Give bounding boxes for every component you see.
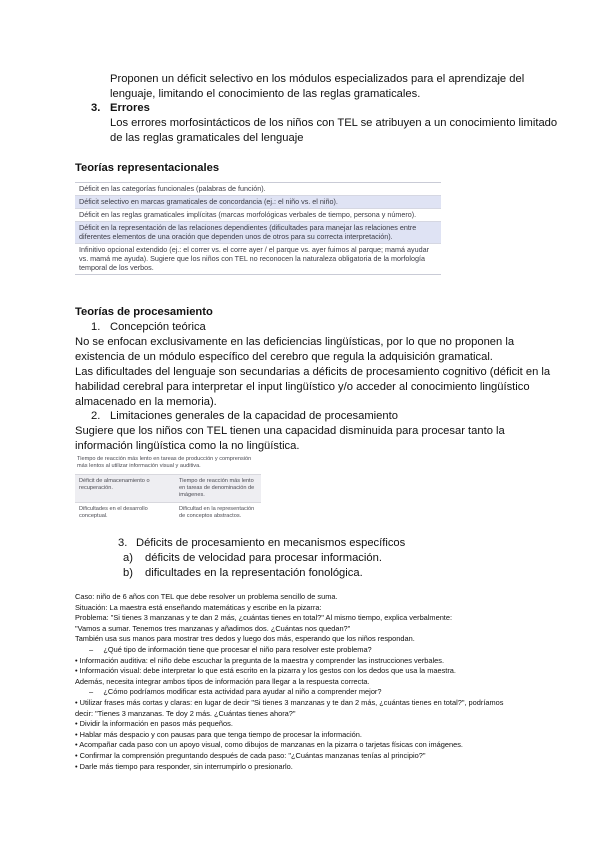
list-number: 1. (91, 321, 101, 333)
paragraph-line: lenguaje, limitando el conocimiento de las reglas gramaticales. (110, 88, 421, 100)
list-item-title: Déficits de procesamiento en mecanismos específicos (136, 537, 406, 549)
table-cell: Dificultades en el desarrollo conceptual. (79, 506, 148, 519)
table-row (75, 474, 261, 502)
sub-item: dificultades en la representación fonológica. (145, 567, 363, 579)
case-line: • Información visual: debe interpretar lo que está escrito en la pizarra y los gestos con los dedos que usa la maestra. (75, 666, 456, 676)
section-heading: Teorías representacionales (75, 162, 220, 174)
case-line: • Dividir la información en pasos más pequeños. (75, 719, 233, 729)
table-row: Infinitivo opcional extendido (ej.: el correr vs. el corre ayer / el parque vs. ayer fuimos al parque; mamá ayudar vs. mamá me ayuda). Sugiere que los niños con TEL no reconocen la naturaleza obligatoria de la morfología temporal de los verbos. (79, 245, 429, 272)
list-number: 3. (91, 102, 101, 114)
list-item-title: Limitaciones generales de la capacidad de procesamiento (110, 410, 398, 422)
paragraph-line: Proponen un déficit selectivo en los módulos especializados para el aprendizaje del (110, 73, 525, 85)
table-cell: Déficit de almacenamiento o recuperación. (79, 478, 150, 491)
paragraph-line: almacenado en la memoria). (75, 396, 217, 408)
list-item-title: Errores (110, 102, 150, 114)
case-line: • Confirmar la comprensión preguntando después de cada paso: "¿Cuántas manzanas tenías al principio?" (75, 750, 426, 760)
table-row: Déficit en las categorías funcionales (palabras de función). (75, 183, 441, 196)
case-line: Situación: La maestra está enseñando matemáticas y escribe en la pizarra: (75, 602, 322, 612)
table-row: Déficit en la representación de las relaciones dependientes (dificultades para manejar las relaciones entre diferentes elementos de una oración que dependen unos de otros para su correcta interpretación). (75, 222, 441, 244)
case-line: • Información auditiva: el niño debe escuchar la pregunta de la maestra y comprender las instrucciones verbales. (75, 655, 445, 665)
table-row (75, 502, 261, 523)
paragraph-line: No se enfocan exclusivamente en las deficiencias lingüísticas, por lo que no proponen la (75, 336, 515, 348)
sub-item-label: b) (123, 567, 133, 579)
sub-item-label: a) (123, 552, 133, 564)
processing-limitations-table (75, 455, 261, 523)
case-line: decir: "Tienes 3 manzanas. Te doy 2 más. ¿Cuántas tienes ahora?" (75, 708, 296, 718)
sub-item: déficits de velocidad para procesar información. (145, 552, 382, 564)
case-line: También usa sus manos para mostrar tres dedos y luego dos más, esperando que los niños respondan. (75, 634, 415, 644)
case-line: • Darle más tiempo para responder, sin interrumpirlo o presionarlo. (75, 761, 293, 771)
section-heading: Teorías de procesamiento (75, 306, 213, 318)
paragraph-line: de las reglas gramaticales del lenguaje (110, 132, 304, 144)
table-row: Déficit en las reglas gramaticales implícitas (marcas morfológicas verbales de tiempo, persona y número). (75, 209, 441, 222)
case-study (75, 592, 525, 772)
paragraph-line: existencia de un módulo específico del cerebro que regula la adquisición gramatical. (75, 351, 493, 363)
paragraph-line: habilidad cerebral para interpretar el input lingüístico y/o acceder al conocimiento lingüístico (75, 381, 530, 393)
case-question: – ¿Qué tipo de información tiene que procesar el niño para resolver este problema? (89, 644, 372, 654)
representational-table (75, 182, 441, 275)
list-number: 2. (91, 410, 101, 422)
case-line: • Hablar más despacio y con pausas para que tenga tiempo de procesar la información. (75, 729, 362, 739)
table-cell: Dificultad en la representación de conceptos abstractos. (179, 506, 255, 519)
table-caption: Tiempo de reacción más lento en tareas de producción y comprensión más lentos al utilizar información visual y auditiva. (77, 456, 252, 469)
case-question: – ¿Cómo podríamos modificar esta actividad para ayudar al niño a comprender mejor? (89, 687, 382, 697)
paragraph-line: Los errores morfosintácticos de los niños con TEL se atribuyen a un conocimiento limitado (110, 117, 558, 129)
question-text: ¿Cómo podríamos modificar esta actividad para ayudar al niño a comprender mejor? (103, 687, 382, 697)
case-line: • Utilizar frases más cortas y claras: en lugar de decir "Si tienes 3 manzanas y te dan 2 más, ¿cuántas tienes en total?", podríamos (75, 697, 504, 707)
paragraph-line: Las dificultades del lenguaje son secundarias a déficits de procesamiento cognitivo (déficit en la (75, 366, 551, 378)
question-text: ¿Qué tipo de información tiene que procesar el niño para resolver este problema? (103, 644, 372, 654)
case-line: Problema: "Si tienes 3 manzanas y te dan 2 más, ¿cuántas tienes en total?" Al mismo tiempo, explica verbalmente: (75, 613, 453, 623)
case-line: • Acompañar cada paso con un apoyo visual, como dibujos de manzanas en la pizarra o tarjetas físicas con imágenes. (75, 740, 463, 750)
paragraph-line: información lingüística como la no lingüística. (75, 440, 300, 452)
list-item-title: Concepción teórica (110, 321, 206, 333)
list-number: 3. (118, 537, 128, 549)
case-line: "Vamos a sumar. Tenemos tres manzanas y añadimos dos. ¿Cuántas nos quedan?" (75, 623, 351, 633)
case-line: Además, necesita integrar ambos tipos de información para llegar a la respuesta correcta. (75, 676, 370, 686)
table-cell: Tiempo de reacción más lento en tareas de denominación de imágenes. (179, 478, 255, 498)
table-row: Déficit selectivo en marcas gramaticales de concordancia (ej.: el niño vs. el niño). (75, 196, 441, 209)
case-line: Caso: niño de 6 años con TEL que debe resolver un problema sencillo de suma. (75, 592, 338, 601)
paragraph-line: Sugiere que los niños con TEL tienen una capacidad disminuida para procesar tanto la (75, 425, 505, 437)
